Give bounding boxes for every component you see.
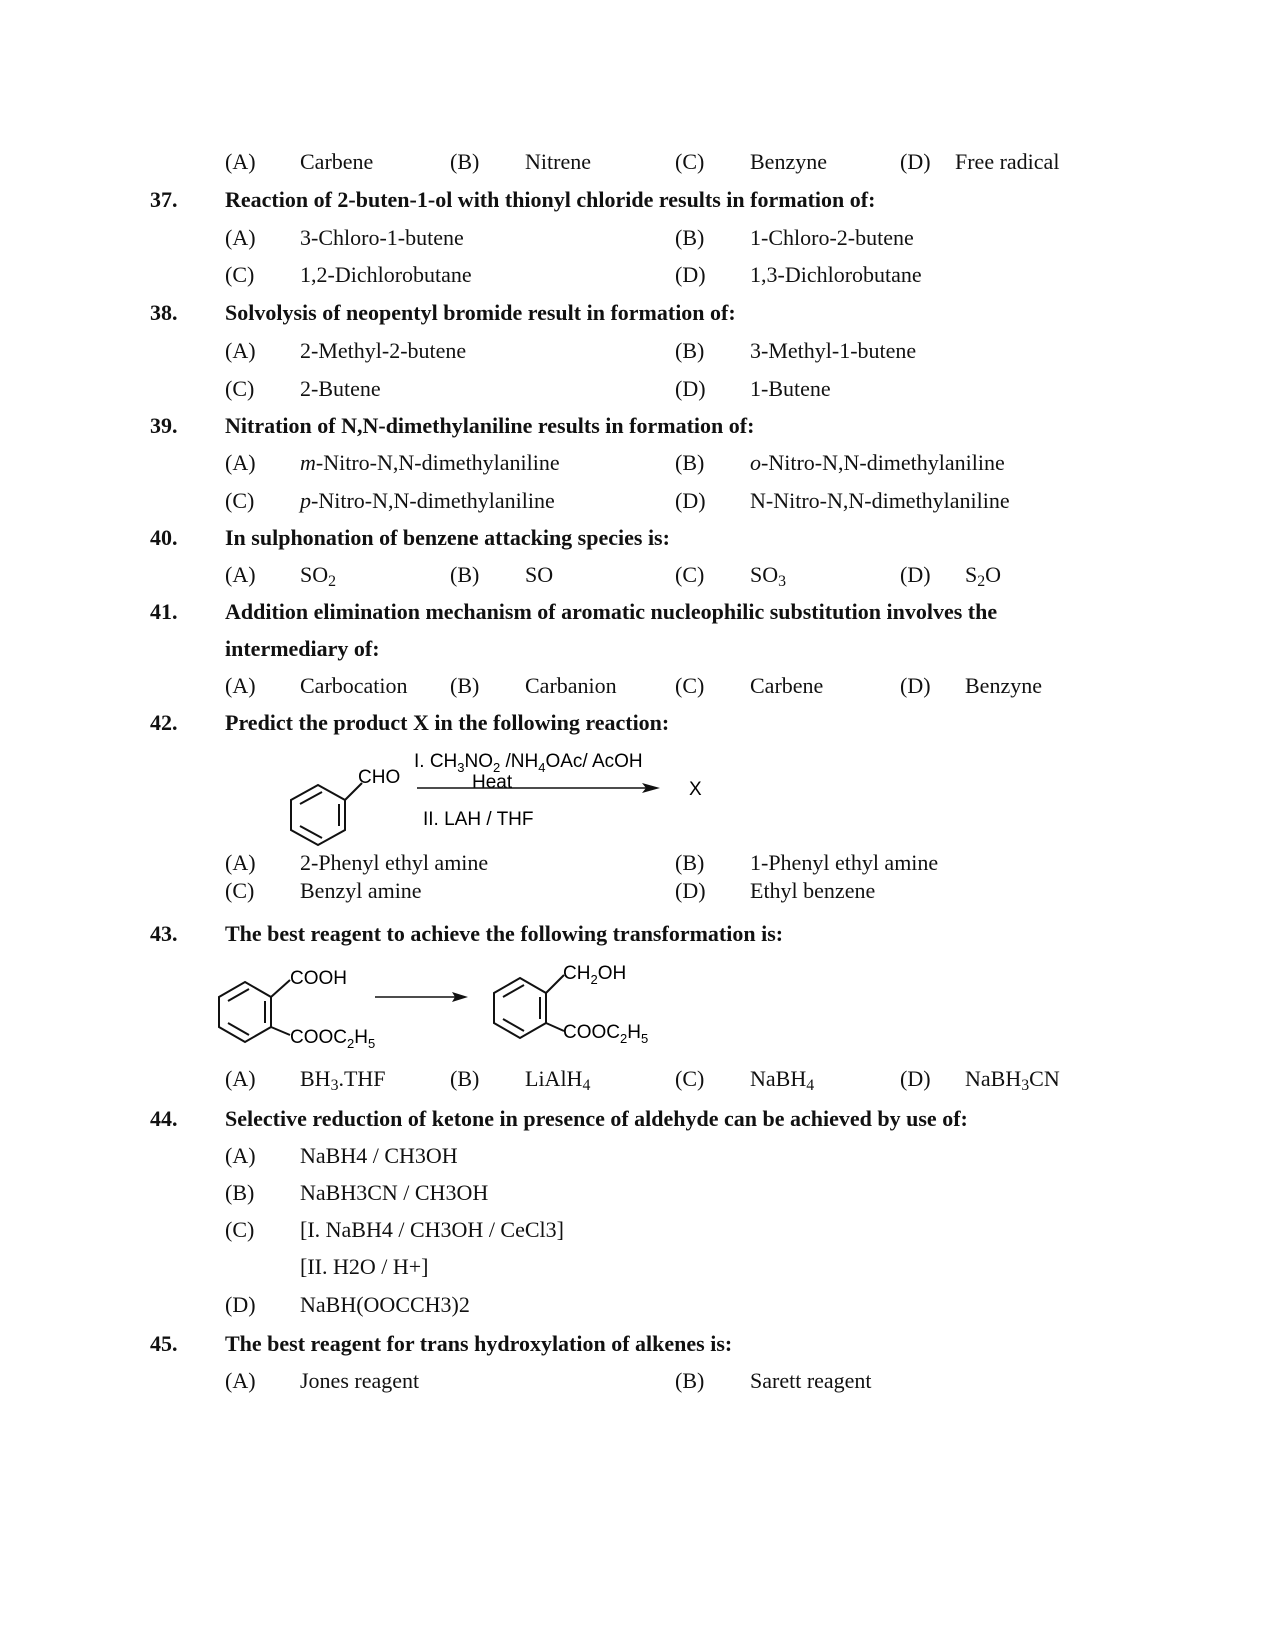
option-label: (C) xyxy=(675,1066,705,1091)
option-label: (C) xyxy=(675,673,705,698)
option-text: Jones reagent xyxy=(300,1368,420,1393)
option-text: 3-Methyl-1-butene xyxy=(750,338,917,363)
option-label: (A) xyxy=(225,1368,256,1393)
q40-question xyxy=(0,523,1275,553)
option-text: 2-Methyl-2-butene xyxy=(300,338,467,363)
option-label: (C) xyxy=(225,878,255,903)
option-label: (C) xyxy=(225,262,255,287)
q39-options-row-1 xyxy=(0,448,1275,478)
q43-options-row xyxy=(0,1064,1275,1094)
ester-group-right: $COOC_2H_5$ xyxy=(563,1022,649,1046)
option-text xyxy=(300,560,336,590)
q41-question-cont xyxy=(0,634,1275,664)
option-text: 1-Phenyl ethyl amine xyxy=(750,850,939,875)
option-body: -Nitro-N,N-dimethylaniline xyxy=(311,488,555,513)
q45-question xyxy=(0,1329,1275,1359)
question-number: 42. xyxy=(150,710,178,735)
formula-part: SO xyxy=(750,562,779,587)
question-text: intermediary of: xyxy=(225,636,380,661)
heat-label: Heat xyxy=(472,772,513,793)
option-label: (B) xyxy=(675,338,705,363)
formula-part: NaBH xyxy=(965,1066,1022,1091)
option-text: Ethyl benzene xyxy=(750,878,876,903)
option-body: -Nitro-N,N-dimethylaniline xyxy=(315,450,560,475)
formula-part: CN xyxy=(1029,1066,1060,1091)
formula-part: .THF xyxy=(338,1066,386,1091)
q44-option-d xyxy=(0,1290,1275,1320)
option-text: NaBH4 / CH3OH xyxy=(300,1143,458,1168)
formula-subscript: 2 xyxy=(328,572,337,590)
benzene-ring-right xyxy=(494,975,564,1038)
question-text: In sulphonation of benzene attacking species is: xyxy=(225,525,670,550)
option-label: (B) xyxy=(450,562,480,587)
option-label: (B) xyxy=(225,1180,255,1205)
question-text: The best reagent for trans hydroxylation of alkenes is: xyxy=(225,1331,733,1356)
option-body: -Nitro-N,N-dimethylaniline xyxy=(761,450,1005,475)
question-number: 37. xyxy=(150,187,178,212)
option-text xyxy=(300,1064,386,1094)
option-label: (B) xyxy=(450,673,480,698)
option-text: NaBH3CN / CH3OH xyxy=(300,1180,489,1205)
option-label: (C) xyxy=(675,562,705,587)
q44-option-c-cont xyxy=(0,1252,1275,1282)
option-label: (B) xyxy=(675,450,705,475)
option-prefix: p xyxy=(300,488,311,513)
q36-options-row xyxy=(0,147,1275,177)
question-text: Reaction of 2-buten-1-ol with thionyl chloride results in formation of: xyxy=(225,187,876,212)
option-label: (D) xyxy=(225,1292,256,1317)
option-label: (C) xyxy=(225,376,255,401)
q42-options-row-1 xyxy=(0,848,1275,878)
option-label: (D) xyxy=(675,376,706,401)
option-text: 3-Chloro-1-butene xyxy=(300,225,464,250)
question-text: Selective reduction of ketone in presence of aldehyde can be achieved by use of: xyxy=(225,1106,968,1131)
option-label: (B) xyxy=(675,1368,705,1393)
option-text: 1-Butene xyxy=(750,376,831,401)
option-label: (D) xyxy=(675,488,706,513)
benzene-ring-left xyxy=(219,980,290,1042)
q39-question xyxy=(0,411,1275,441)
option-text xyxy=(965,1064,1060,1094)
option-text: Carbene xyxy=(750,673,824,698)
option-text: 1-Chloro-2-butene xyxy=(750,225,914,250)
option-text xyxy=(300,448,560,478)
benzene-ring xyxy=(291,783,362,845)
q44-option-a xyxy=(0,1141,1275,1171)
question-text: The best reagent to achieve the following transformation is: xyxy=(225,921,784,946)
option-text: 1,2-Dichlorobutane xyxy=(300,262,472,287)
option-text: Benzyne xyxy=(965,673,1042,698)
formula-subscript: 3 xyxy=(330,1076,339,1094)
formula-subscript: 3 xyxy=(778,572,787,590)
option-label: (B) xyxy=(675,850,705,875)
q41-question xyxy=(0,597,1275,627)
question-number: 43. xyxy=(150,921,178,946)
option-label: (D) xyxy=(900,149,931,174)
question-text: Predict the product X in the following reaction: xyxy=(225,710,670,735)
option-text: Sarett reagent xyxy=(750,1368,872,1393)
option-text: Benzyl amine xyxy=(300,878,422,903)
q44-option-c xyxy=(0,1215,1275,1245)
option-prefix: o xyxy=(750,450,761,475)
cooh-group: COOH xyxy=(290,968,347,989)
option-label: (A) xyxy=(225,673,256,698)
option-label: (A) xyxy=(225,1066,256,1091)
reagent-line-2: II. LAH / THF xyxy=(423,809,534,830)
option-label: (A) xyxy=(225,225,256,250)
option-text xyxy=(965,560,1001,590)
formula-part: O xyxy=(985,562,1002,587)
formula-part: NaBH xyxy=(750,1066,807,1091)
formula-part: S xyxy=(965,562,978,587)
option-label: (B) xyxy=(450,149,480,174)
option-label: (A) xyxy=(225,850,256,875)
q41-options-row xyxy=(0,671,1275,701)
formula-part: BH xyxy=(300,1066,331,1091)
option-text: N-Nitro-N,N-dimethylaniline xyxy=(750,488,1010,513)
option-label: (C) xyxy=(225,1217,255,1242)
option-text: Benzyne xyxy=(750,149,827,174)
q39-options-row-2 xyxy=(0,486,1275,516)
option-text: 2-Phenyl ethyl amine xyxy=(300,850,489,875)
option-text xyxy=(300,486,555,516)
q44-question xyxy=(0,1104,1275,1134)
formula-subscript: 2 xyxy=(977,572,986,590)
question-number: 38. xyxy=(150,300,178,325)
q37-question xyxy=(0,185,1275,215)
option-text xyxy=(750,560,786,590)
option-text xyxy=(525,1064,590,1094)
question-number: 40. xyxy=(150,525,178,550)
q45-options-row xyxy=(0,1366,1275,1396)
option-text: [I. NaBH4 / CH3OH / CeCl3] xyxy=(300,1217,564,1242)
q43-question xyxy=(0,919,1275,949)
q38-options-row-1 xyxy=(0,336,1275,366)
reagent-line-1: I. $CH_3NO_2$ $/NH_4OAc/$ AcOH xyxy=(414,751,643,775)
option-text: Nitrene xyxy=(525,149,591,174)
ester-group-left: $COOC_2H_5$ xyxy=(290,1027,376,1051)
option-label: (D) xyxy=(900,562,931,587)
question-number: 44. xyxy=(150,1106,178,1131)
transformation-arrow xyxy=(375,992,468,1002)
cho-group: CHO xyxy=(358,767,401,788)
q38-question xyxy=(0,298,1275,328)
q40-options-row xyxy=(0,560,1275,590)
q43-transformation-scheme xyxy=(0,955,1275,1055)
option-text: [II. H2O / H+] xyxy=(300,1254,429,1279)
q42-question xyxy=(0,708,1275,738)
option-label: (A) xyxy=(225,562,256,587)
formula-subscript: 4 xyxy=(806,1076,815,1094)
question-text: Nitration of N,N-dimethylaniline results in formation of: xyxy=(225,413,755,438)
option-label: (A) xyxy=(225,450,256,475)
question-text: Addition elimination mechanism of aromatic nucleophilic substitution involves the xyxy=(225,599,998,624)
question-number: 39. xyxy=(150,413,178,438)
option-text: 2-Butene xyxy=(300,376,381,401)
option-label: (A) xyxy=(225,1143,256,1168)
option-label: (A) xyxy=(225,149,256,174)
formula-part: SO xyxy=(300,562,329,587)
product-x: X xyxy=(689,779,702,800)
formula-part: LiAlH xyxy=(525,1066,583,1091)
question-text: Solvolysis of neopentyl bromide result in formation of: xyxy=(225,300,736,325)
option-label: (D) xyxy=(675,878,706,903)
option-label: (A) xyxy=(225,338,256,363)
option-text: 1,3-Dichlorobutane xyxy=(750,262,922,287)
q37-options-row-1 xyxy=(0,223,1275,253)
option-label: (B) xyxy=(675,225,705,250)
option-text: Carbocation xyxy=(300,673,408,698)
option-text xyxy=(750,1064,814,1094)
option-label: (D) xyxy=(900,673,931,698)
formula-subscript: 3 xyxy=(1021,1076,1030,1094)
formula-subscript: 4 xyxy=(582,1076,591,1094)
option-text: NaBH(OOCCH3)2 xyxy=(300,1292,470,1317)
option-label: (B) xyxy=(450,1066,480,1091)
option-text: SO xyxy=(525,562,554,587)
option-label: (C) xyxy=(225,488,255,513)
reaction-arrow xyxy=(417,783,660,793)
q38-options-row-2 xyxy=(0,374,1275,404)
option-text: Carbene xyxy=(300,149,374,174)
question-number: 45. xyxy=(150,1331,178,1356)
option-prefix: m xyxy=(300,450,316,475)
option-text: Carbanion xyxy=(525,673,617,698)
option-text: Free radical xyxy=(955,149,1060,174)
q42-options-row-2 xyxy=(0,876,1275,906)
q37-options-row-2 xyxy=(0,260,1275,290)
option-label: (D) xyxy=(900,1066,931,1091)
option-text xyxy=(750,448,1005,478)
q44-option-b xyxy=(0,1178,1275,1208)
question-number: 41. xyxy=(150,599,178,624)
option-label: (C) xyxy=(675,149,705,174)
ch2oh-group: $CH_2OH$ xyxy=(563,963,627,987)
option-label: (D) xyxy=(675,262,706,287)
q42-reaction-scheme xyxy=(0,745,1275,855)
